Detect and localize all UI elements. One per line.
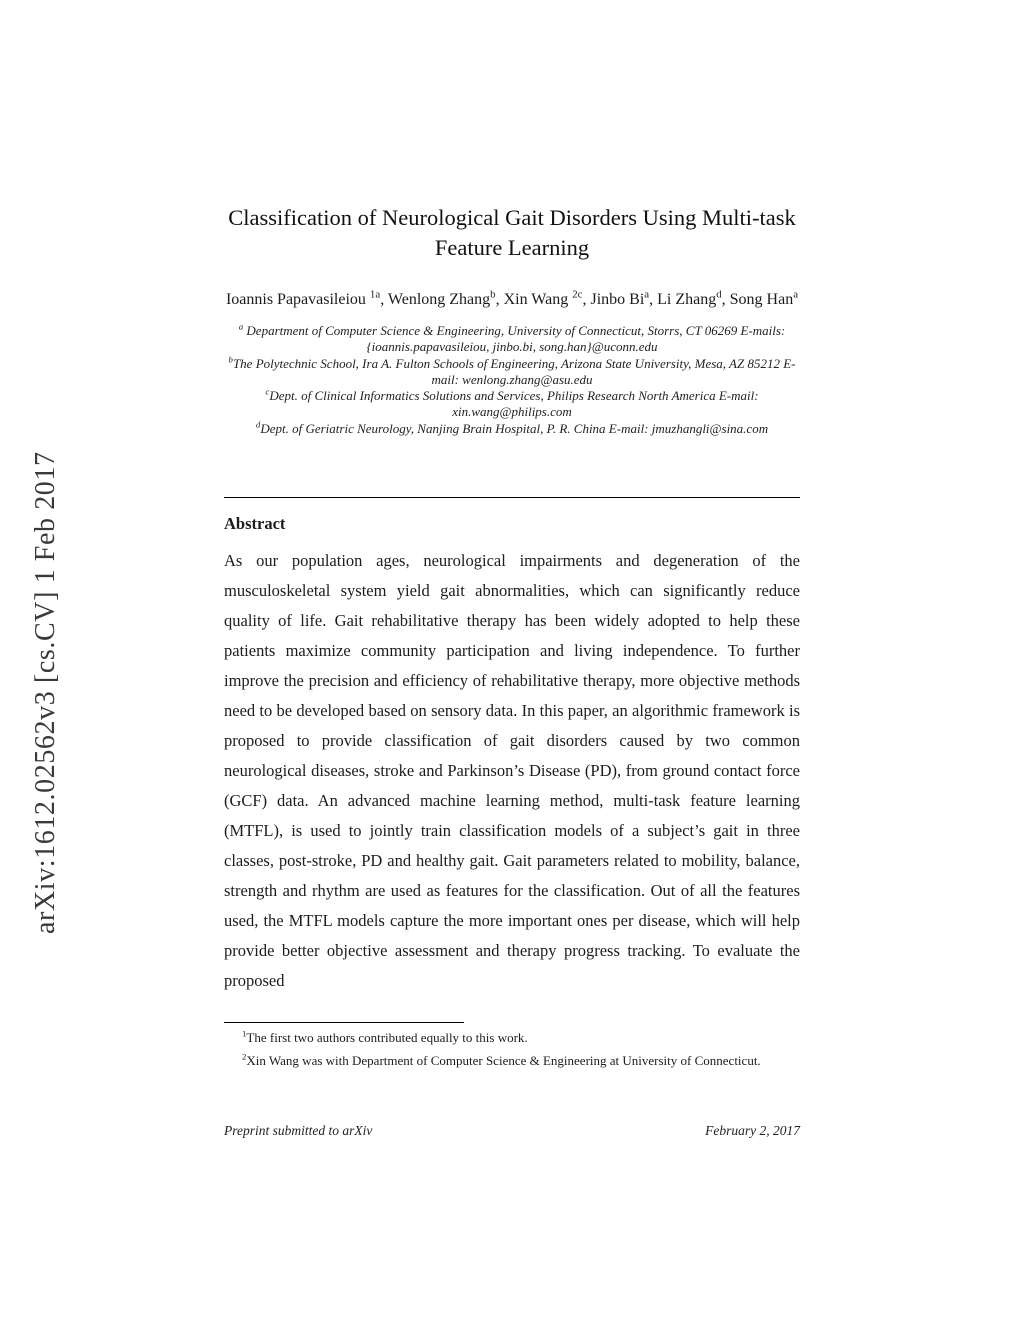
affiliations	[224, 323, 800, 437]
paper-title: Classification of Neurological Gait Disorders Using Multi-task Feature Learning	[228, 205, 796, 260]
author-name: Ioannis Papavasileiou	[225, 290, 370, 308]
author-affil-marker: b	[490, 288, 496, 301]
abstract-text: As our population ages, neurological impairments and degeneration of the musculoskeletal system yield gait abnormalities, which can significantly reduce quality of life. Gait rehabilitative therapy has been widely adopted to help these patients maximize community participation and living independence. To further improve the precision and efficiency of rehabilitative therapy, more objective methods need to be developed based on sensory data. In this paper, an algorithmic framework is proposed to provide classification of gait disorders caused by two common neurological diseases, stroke and Parkinson’s Disease (PD), from ground contact force (GCF) data. An advanced machine learning method, multi-task feature learning (MTFL), is used to jointly train classification models of a subject’s gait in three classes, post-stroke, PD and healthy gait. Gait parameters related to mobility, balance, strength and rhythm are used as features for the classification. Out of all the features used, the MTFL models capture the more important ones per disease, which will help provide better objective assessment and therapy progress tracking. To evaluate the proposed	[224, 550, 800, 990]
affiliation-text: Dept. of Geriatric Neurology, Nanjing Brain Hospital, P. R. China E-mail: jmuzhangli@sina.com	[260, 420, 769, 436]
affiliation-text: Department of Computer Science & Engineering, University of Connecticut, Storrs, CT 06269 E-mails: {ioannis.papavasileiou, jinbo.bi, song.han}@uconn.edu	[243, 323, 786, 355]
paper-page	[224, 0, 800, 1139]
footnote-marker: 2	[242, 1051, 247, 1062]
affiliation-text: Dept. of Clinical Informatics Solutions and Services, Philips Research North America E-mail: xin.wang@philips.com	[269, 388, 759, 420]
author-name: , Xin Wang	[495, 290, 573, 308]
affiliation-marker: c	[265, 386, 270, 397]
affiliation-line	[224, 356, 800, 389]
affiliation-marker: a	[238, 321, 244, 332]
affiliation-marker: d	[255, 419, 261, 430]
footnote	[224, 1052, 800, 1069]
affiliation-marker: b	[228, 354, 233, 365]
author-name: , Wenlong Zhang	[380, 290, 491, 308]
author-affil-marker: a	[793, 288, 799, 301]
author-name: , Jinbo Bi	[582, 290, 645, 308]
author-name: , Song Han	[721, 290, 794, 308]
footnote-marker: 1	[242, 1028, 247, 1039]
footnote	[224, 1029, 800, 1046]
author-affil-marker: 1a	[369, 288, 381, 301]
arxiv-watermark: arXiv:1612.02562v3 [cs.CV] 1 Feb 2017	[30, 451, 61, 934]
affiliation-text: The Polytechnic School, Ira A. Fulton Schools of Engineering, Arizona State University, Mesa, AZ 85212 E-mail: wenlong.zhang@asu.edu	[232, 355, 796, 387]
author-affil-marker: 2c	[572, 288, 583, 301]
affiliation-line	[224, 388, 800, 421]
author-name: , Li Zhang	[649, 290, 717, 308]
affiliation-line	[224, 421, 800, 437]
abstract-heading: Abstract	[224, 513, 286, 533]
authors-line	[224, 289, 800, 311]
page-footer	[224, 1123, 800, 1139]
footer-preprint-note: Preprint submitted to arXiv	[224, 1122, 373, 1138]
affiliation-line	[224, 323, 800, 356]
abstract-divider	[224, 497, 800, 498]
author-affil-marker: a	[644, 288, 650, 301]
footnote-text: The first two authors contributed equally to this work.	[246, 1029, 528, 1045]
footnote-text: Xin Wang was with Department of Computer Science & Engineering at University of Connecticut.	[246, 1052, 761, 1068]
footnote-divider	[224, 1022, 464, 1023]
footer-date: February 2, 2017	[705, 1122, 800, 1138]
footnotes-section	[224, 1022, 800, 1069]
author-affil-marker: d	[716, 288, 722, 301]
